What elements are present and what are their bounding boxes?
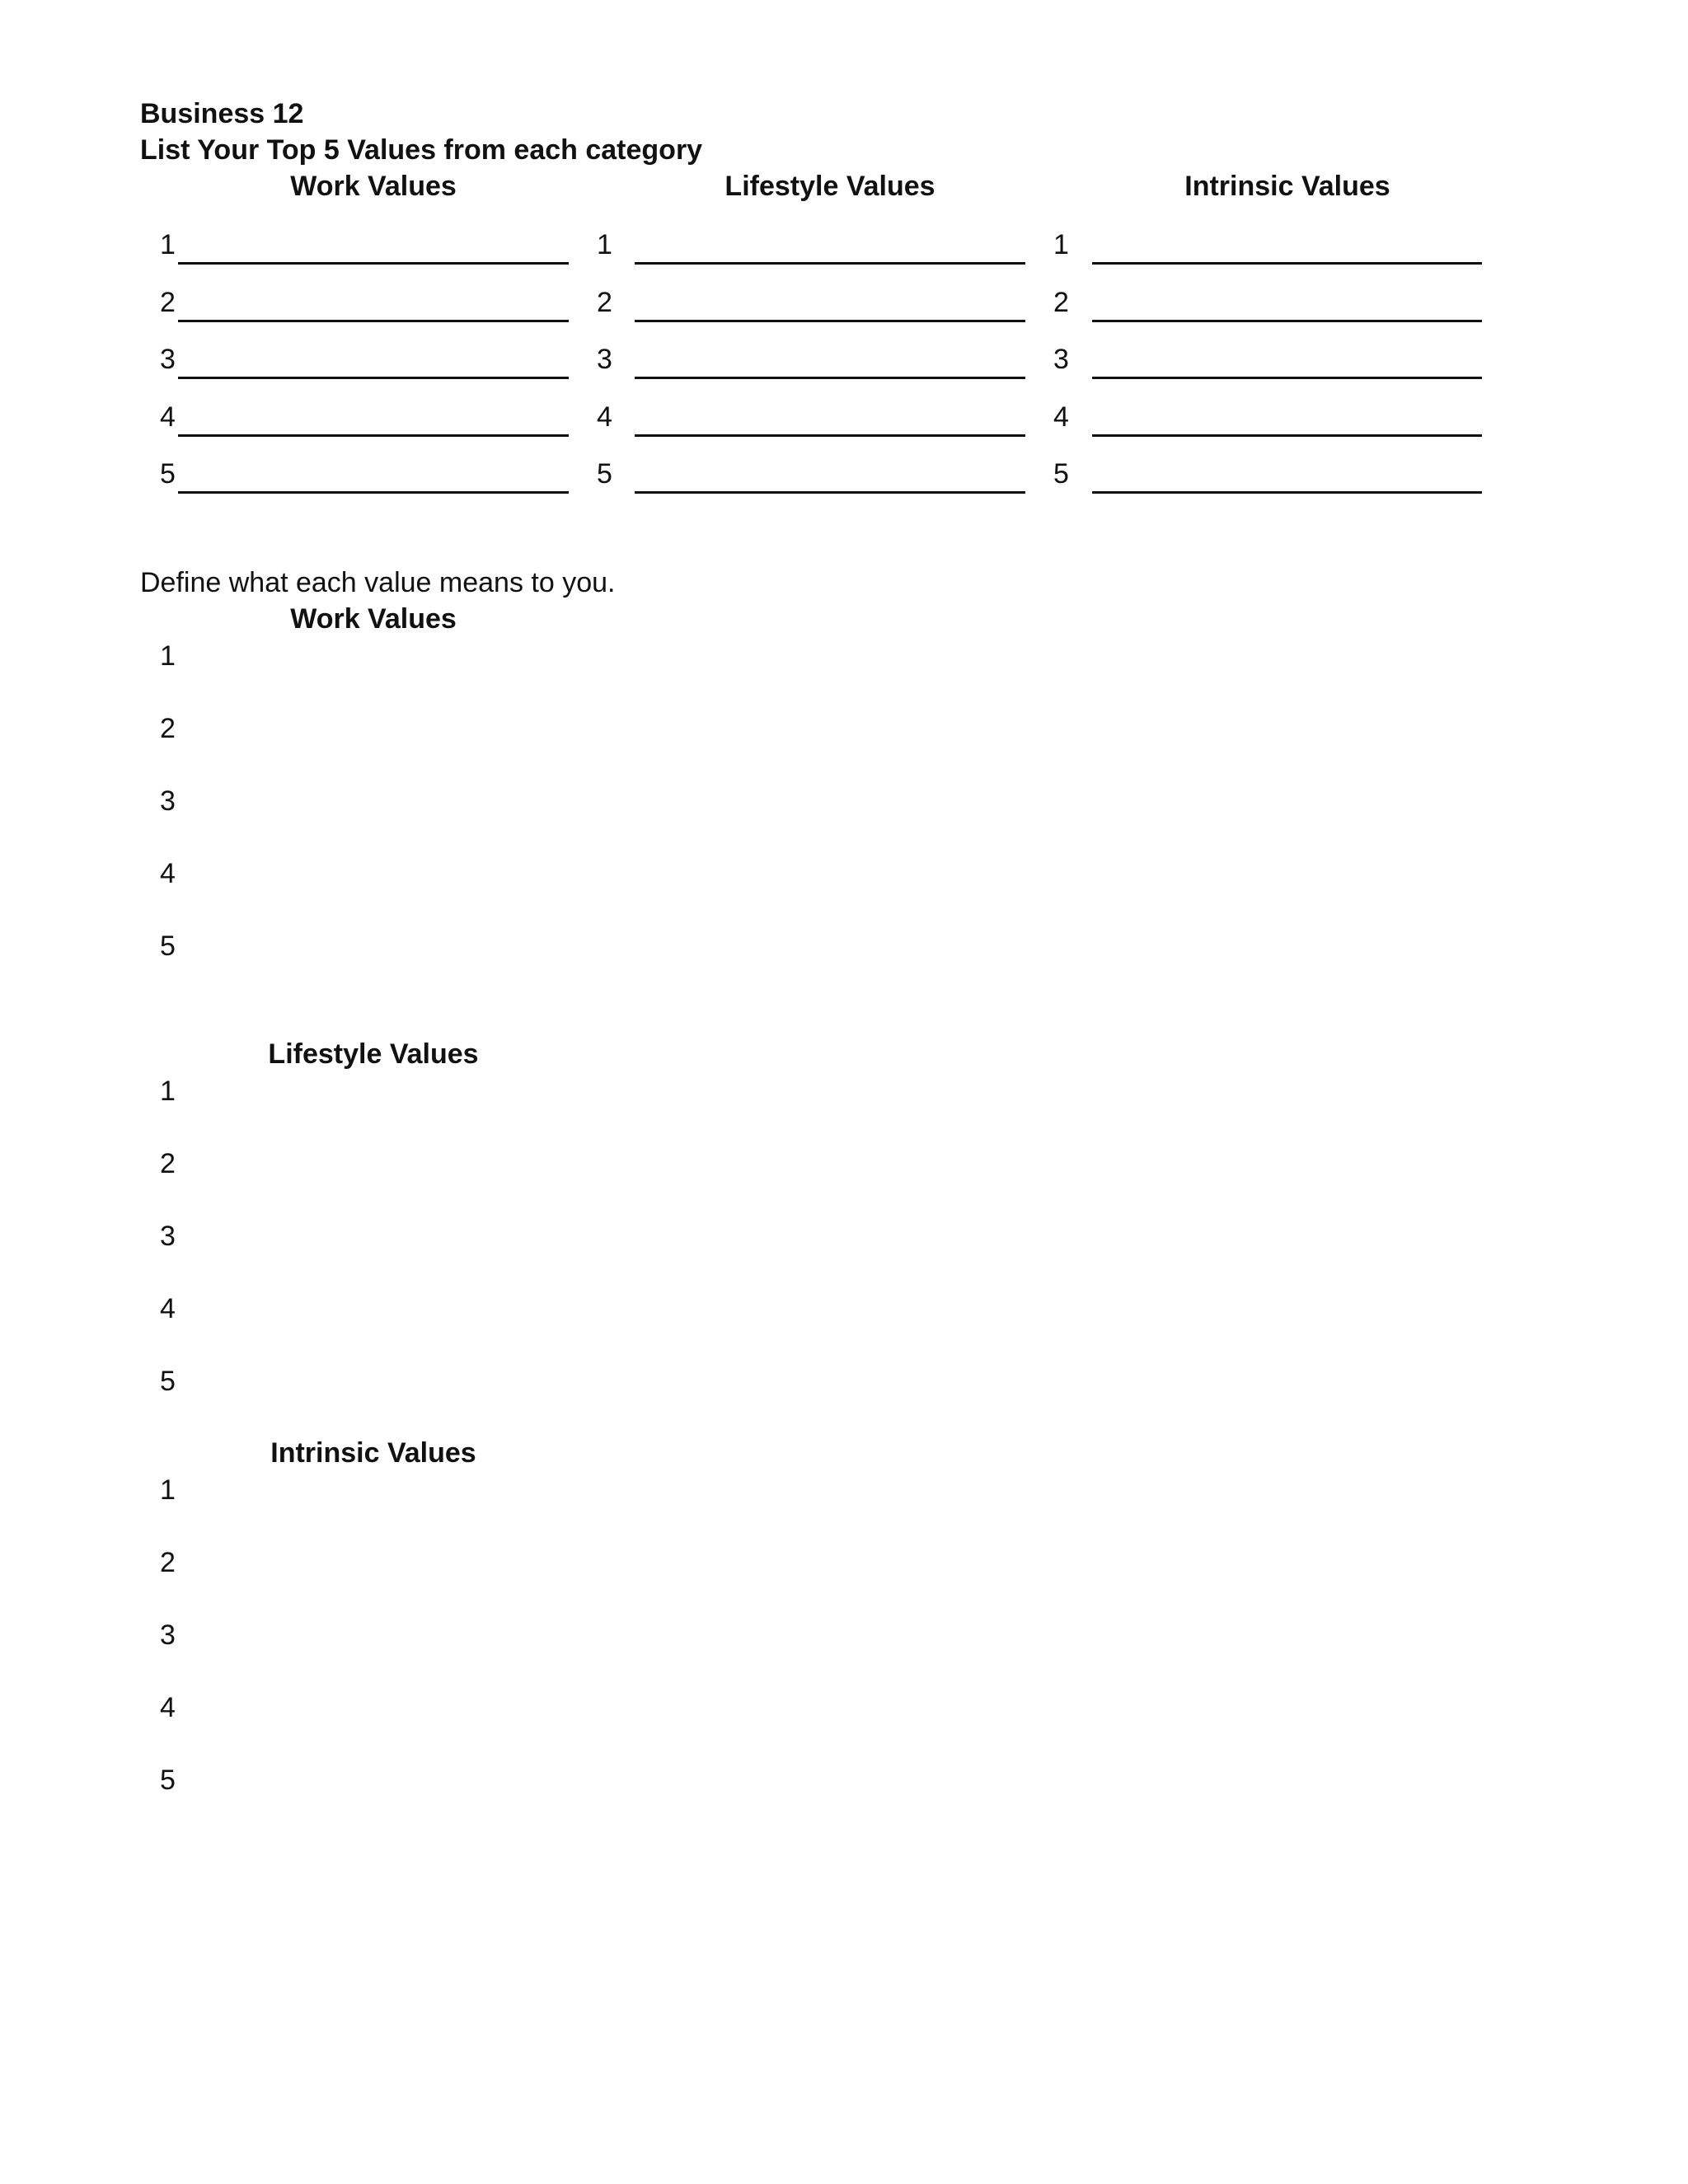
- answer-blank-line[interactable]: [635, 262, 1025, 265]
- lifestyle-values-column-header: Lifestyle Values: [724, 171, 935, 202]
- answer-blank-line[interactable]: [178, 377, 569, 379]
- list-number: 3: [160, 344, 176, 375]
- definition-number: 4: [160, 858, 176, 889]
- lifestyle-values-section-heading: Lifestyle Values: [268, 1038, 479, 1070]
- list-number: 2: [597, 287, 612, 318]
- list-number: 4: [597, 401, 612, 433]
- answer-blank-line[interactable]: [635, 377, 1025, 379]
- answer-blank-line[interactable]: [635, 320, 1025, 322]
- define-prompt: Define what each value means to you.: [140, 567, 616, 598]
- list-number: 5: [597, 458, 612, 490]
- definition-number: 4: [160, 1692, 176, 1723]
- list-number: 3: [597, 344, 612, 375]
- answer-blank-line[interactable]: [178, 434, 569, 437]
- list-number: 1: [160, 229, 176, 260]
- list-number: 4: [160, 401, 176, 433]
- definition-number: 5: [160, 1366, 176, 1397]
- list-number: 4: [1053, 401, 1069, 433]
- definition-number: 2: [160, 1547, 176, 1578]
- answer-blank-line[interactable]: [1092, 320, 1482, 322]
- intrinsic-values-section-heading: Intrinsic Values: [270, 1437, 476, 1469]
- list-number: 5: [160, 458, 176, 490]
- answer-blank-line[interactable]: [1092, 377, 1482, 379]
- definition-number: 5: [160, 1765, 176, 1796]
- definition-number: 3: [160, 785, 176, 817]
- answer-blank-line[interactable]: [178, 262, 569, 265]
- definition-number: 1: [160, 1076, 176, 1107]
- list-number: 1: [597, 229, 612, 260]
- list-number: 5: [1053, 458, 1069, 490]
- answer-blank-line[interactable]: [1092, 491, 1482, 494]
- list-number: 2: [160, 287, 176, 318]
- list-number: 2: [1053, 287, 1069, 318]
- work-values-column-header: Work Values: [290, 171, 457, 202]
- definition-number: 1: [160, 1474, 176, 1506]
- answer-blank-line[interactable]: [635, 491, 1025, 494]
- definition-number: 5: [160, 930, 176, 962]
- definition-number: 1: [160, 640, 176, 672]
- definition-number: 4: [160, 1293, 176, 1324]
- list-number: 3: [1053, 344, 1069, 375]
- answer-blank-line[interactable]: [1092, 262, 1482, 265]
- answer-blank-line[interactable]: [178, 491, 569, 494]
- instruction-heading: List Your Top 5 Values from each category: [140, 134, 703, 166]
- definition-number: 3: [160, 1221, 176, 1252]
- definition-number: 2: [160, 713, 176, 744]
- definition-number: 3: [160, 1619, 176, 1651]
- definition-number: 2: [160, 1148, 176, 1179]
- intrinsic-values-column-header: Intrinsic Values: [1184, 171, 1390, 202]
- answer-blank-line[interactable]: [1092, 434, 1482, 437]
- answer-blank-line[interactable]: [178, 320, 569, 322]
- list-number: 1: [1053, 229, 1069, 260]
- answer-blank-line[interactable]: [635, 434, 1025, 437]
- work-values-section-heading: Work Values: [290, 603, 457, 635]
- course-title: Business 12: [140, 98, 304, 129]
